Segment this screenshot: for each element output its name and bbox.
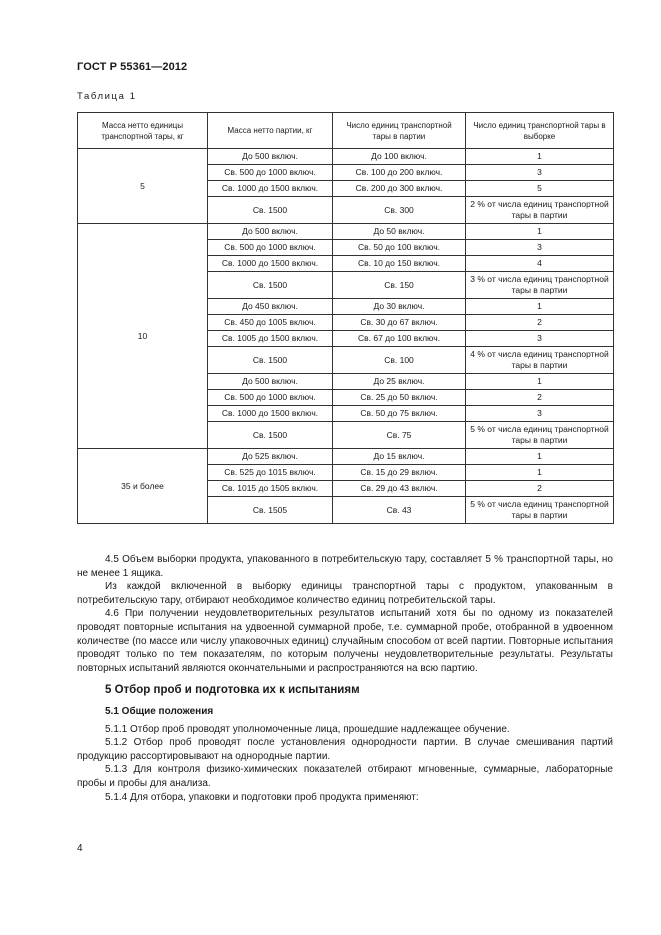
subsection-heading: 5.1 Общие положения: [105, 705, 214, 717]
units-in-batch-cell: Св. 15 до 29 включ.: [333, 465, 466, 481]
units-in-sample-cell: 2 % от числа единиц транспортной тары в партии: [466, 197, 614, 224]
header-units-in-batch: Число единиц транспортной тары в партии: [333, 113, 466, 149]
header-batch-mass: Масса нетто партии, кг: [208, 113, 333, 149]
units-in-batch-cell: Св. 100 до 200 включ.: [333, 165, 466, 181]
batch-mass-cell: Св. 1500: [208, 422, 333, 449]
units-in-batch-cell: До 100 включ.: [333, 149, 466, 165]
batch-mass-cell: Св. 525 до 1015 включ.: [208, 465, 333, 481]
batch-mass-cell: До 450 включ.: [208, 299, 333, 315]
batch-mass-cell: До 500 включ.: [208, 374, 333, 390]
sampling-table: [77, 112, 614, 524]
batch-mass-cell: Св. 1000 до 1500 включ.: [208, 256, 333, 272]
batch-mass-cell: Св. 500 до 1000 включ.: [208, 165, 333, 181]
body-text: [77, 553, 613, 804]
batch-mass-cell: Св. 1005 до 1500 включ.: [208, 331, 333, 347]
units-in-sample-cell: 1: [466, 149, 614, 165]
units-in-sample-cell: 3 % от числа единиц транспортной тары в партии: [466, 272, 614, 299]
units-in-sample-cell: 4 % от числа единиц транспортной тары в партии: [466, 347, 614, 374]
group-mass-cell: 10: [78, 224, 208, 449]
paragraph-4-5-cont: Из каждой включенной в выборку единицы транспортной тары с продуктом, упакованным в потребительскую тару, отбирают необходимое количество единиц потребительской тары.: [77, 581, 613, 606]
batch-mass-cell: Св. 1500: [208, 197, 333, 224]
units-in-batch-cell: Св. 30 до 67 включ.: [333, 315, 466, 331]
batch-mass-cell: Св. 500 до 1000 включ.: [208, 390, 333, 406]
header-unit-mass: Масса нетто единицы транспортной тары, кг: [78, 113, 208, 149]
batch-mass-cell: До 500 включ.: [208, 224, 333, 240]
units-in-sample-cell: 4: [466, 256, 614, 272]
document-header: ГОСТ Р 55361—2012: [77, 61, 188, 73]
units-in-sample-cell: 1: [466, 224, 614, 240]
batch-mass-cell: Св. 1500: [208, 272, 333, 299]
batch-mass-cell: Св. 1015 до 1505 включ.: [208, 481, 333, 497]
units-in-sample-cell: 3: [466, 165, 614, 181]
units-in-batch-cell: Св. 75: [333, 422, 466, 449]
batch-mass-cell: Св. 1500: [208, 347, 333, 374]
units-in-batch-cell: Св. 150: [333, 272, 466, 299]
units-in-batch-cell: До 50 включ.: [333, 224, 466, 240]
units-in-sample-cell: 2: [466, 390, 614, 406]
units-in-batch-cell: До 15 включ.: [333, 449, 466, 465]
units-in-batch-cell: Св. 29 до 43 включ.: [333, 481, 466, 497]
units-in-sample-cell: 5: [466, 181, 614, 197]
paragraph-5-1-4: 5.1.4 Для отбора, упаковки и подготовки проб продукта применяют:: [105, 791, 419, 803]
page-number: 4: [77, 843, 83, 854]
batch-mass-cell: Св. 1000 до 1500 включ.: [208, 181, 333, 197]
table-row: [78, 224, 614, 240]
units-in-sample-cell: 1: [466, 299, 614, 315]
batch-mass-cell: Св. 450 до 1005 включ.: [208, 315, 333, 331]
header-units-in-sample: Число единиц транспортной тары в выборке: [466, 113, 614, 149]
units-in-batch-cell: Св. 100: [333, 347, 466, 374]
units-in-batch-cell: Св. 10 до 150 включ.: [333, 256, 466, 272]
units-in-batch-cell: Св. 67 до 100 включ.: [333, 331, 466, 347]
paragraph-5-1-2: 5.1.2 Отбор проб проводят после установления однородности партии. В случае смешивания партий продукцию рассортировывают на однородные партии.: [77, 737, 613, 762]
units-in-batch-cell: До 30 включ.: [333, 299, 466, 315]
table-caption: Таблица 1: [77, 91, 137, 102]
batch-mass-cell: Св. 1505: [208, 497, 333, 524]
units-in-sample-cell: 3: [466, 331, 614, 347]
table-row: [78, 149, 614, 165]
units-in-sample-cell: 1: [466, 449, 614, 465]
units-in-batch-cell: Св. 200 до 300 включ.: [333, 181, 466, 197]
paragraph-4-6: 4.6 При получении неудовлетворительных результатов испытаний хотя бы по одному из показателей проводят повторные испытания на удвоенной суммарной пробе, т.е. суммарной пробе, отобранной в удвоенном количестве (по массе или числу упаковочных единиц) случайным способом от всей партии. Повторные испытания проводят только по тем показателям, по которым получены неудовлетворительные результаты. Результаты повторных испытаний являются окончательными и распространяются на всю партию.: [77, 608, 613, 674]
table-header-row: [78, 113, 614, 149]
units-in-sample-cell: 5 % от числа единиц транспортной тары в партии: [466, 497, 614, 524]
units-in-sample-cell: 2: [466, 481, 614, 497]
batch-mass-cell: До 525 включ.: [208, 449, 333, 465]
group-mass-cell: 35 и более: [78, 449, 208, 524]
group-mass-cell: 5: [78, 149, 208, 224]
units-in-batch-cell: Св. 25 до 50 включ.: [333, 390, 466, 406]
units-in-sample-cell: 1: [466, 374, 614, 390]
units-in-batch-cell: До 25 включ.: [333, 374, 466, 390]
units-in-batch-cell: Св. 43: [333, 497, 466, 524]
units-in-sample-cell: 3: [466, 240, 614, 256]
paragraph-5-1-1: 5.1.1 Отбор проб проводят уполномоченные лица, прошедшие надлежащее обучение.: [105, 723, 510, 735]
batch-mass-cell: До 500 включ.: [208, 149, 333, 165]
paragraph-4-5: 4.5 Объем выборки продукта, упакованного в потребительскую тару, составляет 5 % транспортной тары, но не менее 1 ящика.: [77, 554, 613, 579]
units-in-sample-cell: 3: [466, 406, 614, 422]
section-heading: 5 Отбор проб и подготовка их к испытаниям: [105, 684, 360, 697]
table-row: [78, 449, 614, 465]
units-in-sample-cell: 5 % от числа единиц транспортной тары в партии: [466, 422, 614, 449]
units-in-sample-cell: 2: [466, 315, 614, 331]
units-in-sample-cell: 1: [466, 465, 614, 481]
units-in-batch-cell: Св. 50 до 100 включ.: [333, 240, 466, 256]
batch-mass-cell: Св. 1000 до 1500 включ.: [208, 406, 333, 422]
units-in-batch-cell: Св. 300: [333, 197, 466, 224]
units-in-batch-cell: Св. 50 до 75 включ.: [333, 406, 466, 422]
paragraph-5-1-3: 5.1.3 Для контроля физико-химических показателей отбирают мгновенные, суммарные, лабораторные пробы и пробы для анализа.: [77, 764, 613, 789]
batch-mass-cell: Св. 500 до 1000 включ.: [208, 240, 333, 256]
